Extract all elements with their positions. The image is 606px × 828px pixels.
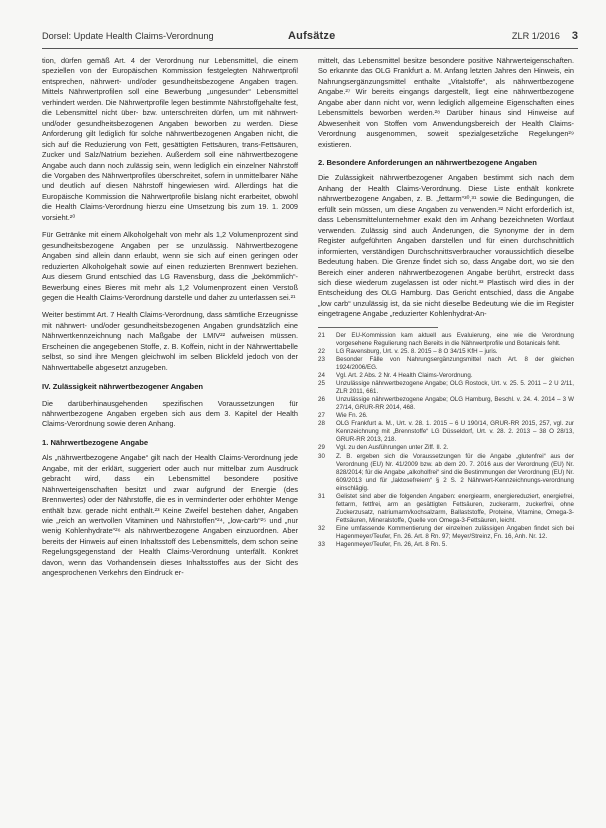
body-paragraph: Als „nährwertbezogene Angabe“ gilt nach der Health Claims-Verordnung jede Angabe, mit der erklärt, suggeriert oder auch nur mittelbar zum Ausdruck gebracht wird, dass ein Lebensmittel besondere positive Nährwerteigenschaften besitzt und zwar aufgrund der Energie (des Brennwertes) oder der Nährstoffe, die es in verminderter oder erhöhter Menge enthält bzw. gerade nicht enthält.²³ Keine Zweifel bestehen daher, Angaben wie „reich an wertvollen Vitaminen und Nährstoffen“²⁴, „low-carb“²⁵ und „nur wenig Kohlenhydrate“²⁶ als nährwertbezogene Angaben einzuordnen. Aber bereits der Hinweis auf einen Inhaltsstoff des Lebensmittels, dem schon seine Regelungsgegenstand der Health Claims-Verordnung unterfällt. Konkret davon, wenn das Vorhandensein dieses Inhaltsstoffes aus der Sicht des angesprochenen Verkehrs den Eindruck er- (42, 453, 298, 578)
subsection-heading: 1. Nährwertbezogene Angabe (42, 437, 149, 447)
footnote-text: Der EU-Kommission kam aktuell aus Evaluierung, eine wie die Verordnung vorgesehene Regulierung nach Bereits in die Nährwertprofile und Botanicals fehlt. (336, 331, 574, 347)
journal-issue-label: ZLR 1/2016 (511, 31, 560, 41)
footnote-number: 27 (318, 412, 325, 420)
header-rule (42, 48, 578, 49)
footnote-text: Vgl. zu den Ausführungen unter Ziff. II. 2. (336, 444, 449, 452)
body-paragraph: Weiter bestimmt Art. 7 Health Claims-Verordnung, dass sämtliche Erzeugnisse mit nährwert- und/oder gesundheitsbezogenen Angaben grundsätzlich eine Nährwertkennzeichnung nach Maßgabe der LMIV²² aufweisen müssen. Erscheinen die angegebenen Stoffe, z. B. Koffein, nicht in der Nährwerttabelle selbst, so sind ihre Mengen gleichwohl im selben Blickfeld jedoch von der Nährwerttabelle abgesetzt anzugeben. (42, 310, 298, 372)
footnote-number: 24 (318, 372, 325, 380)
page-number: 3 (571, 30, 578, 42)
footnote-number: 29 (318, 444, 325, 452)
body-paragraph: Die darüberhinausgehenden spezifischen Voraussetzungen für nährwertbezogene Angaben ergeben sich aus dem 3. Kapitel der Health Claims-Verordnung sowie deren Anhang. (42, 398, 298, 429)
footnote-number: 33 (318, 541, 325, 549)
footnote-number: 28 (318, 420, 325, 428)
footnote (318, 412, 574, 420)
footnote-text: Gelistet sind aber die folgenden Angaben: energiearm, energiereduziert, energiefrei, fettarm, fettfrei, arm an gesättigten Fettsäuren, zuckerarm, zuckerfrei, ohne Zuckerzusatz, natriumarm/kochsalzarm, Ballaststoffe, Proteine, Vitamine, Omega-3-Fettsäuren, Mineralstoffe, Quelle von Omega-3-Fettsäuren, leicht. (336, 492, 574, 524)
footnote-text: Hagenmeyer/Teufer, Fn. 26, Art. 8 Rn. 5. (336, 541, 448, 549)
footnote-text: Z. B. ergeben sich die Voraussetzungen für die Angabe „glutenfrei“ aus der Verordnung (EU) Nr. 41/2009 bzw. ab dem 20. 7. 2016 aus der Verordnung (EU) Nr. 828/2014; für die Angabe „alkoholfrei“ sind die Bestimmungen der Verordnung (EU) Nr. 609/2013 und für „laktosefreiem“ § 2 S. 2 Nährwert-Kennzeichnungs-verordnung einschlägig. (336, 452, 574, 492)
footnote-text: Wie Fn. 26. (336, 412, 368, 420)
footnote (318, 525, 574, 541)
footnote-text: Eine umfassende Kommentierung der einzelnen zulässigen Angaben findet sich bei Hagenmeyer/Teufer, Fn. 26. Art. 8 Rn. 97; Meyer/Streinz, Fn. 16, Anh. Nr. 12. (336, 524, 574, 540)
footnote-number: 21 (318, 331, 325, 339)
footnote (318, 380, 574, 396)
footnote (318, 453, 574, 493)
footnote (318, 332, 574, 348)
body-paragraph: Für Getränke mit einem Alkoholgehalt von mehr als 1,2 Volumenprozent sind gesundheitsbezogene Angaben per se unzulässig. Nährwertbezogene Angaben sind allein dann erlaubt, wenn sie sich auf einen geringen oder reduzierten Alkoholgehalt sowie auf einen reduzierten Brennwert beziehen. Aus diesem Grund entschied das LG Ravensburg, dass die „bekömmlich“-Bewerbung eines Bieres mit mehr als 1,2 Volumenprozent einen Verstoß gegen die Health Claims-Verordnung darstelle und daher zu unterlassen sei.²¹ (42, 230, 298, 302)
footnote-text: Vgl. Art. 2 Abs. 2 Nr. 4 Health Claims-Verordnung. (336, 372, 473, 380)
footnote-number: 30 (318, 452, 325, 460)
left-column (42, 56, 298, 586)
footnote (318, 356, 574, 372)
footnote (318, 348, 574, 356)
footnote-number: 23 (318, 355, 325, 363)
footnote (318, 444, 574, 452)
footnotes (318, 332, 574, 549)
footnote-text: LG Ravensburg, Urt. v. 25. 8. 2015 – 8 O 34/15 KfH – juris. (336, 347, 498, 355)
subsection-heading: 2. Besondere Anforderungen an nährwertbezogene Angaben (318, 158, 537, 168)
footnote-number: 25 (318, 380, 325, 388)
section-label: Aufsätze (288, 30, 336, 42)
footnote-number: 32 (318, 524, 325, 532)
footnote (318, 396, 574, 412)
footnote-number: 31 (318, 492, 325, 500)
footnote-text: OLG Frankfurt a. M., Urt. v. 28. 1. 2015 – 6 U 190/14, GRUR-RR 2015, 257, vgl. zur Kennzeichnung mit „Brennstoffe“ LG Düsseldorf, Urt. v. 28. 2. 2013 – 38 O 28/13, GRUR-RR 2013, 218. (336, 420, 574, 444)
footnote (318, 420, 574, 444)
footnote (318, 493, 574, 525)
journal-issue (512, 30, 578, 42)
footnote-text: Besonder Fälle von Nahrungsergänzungsmittel nach Art. 8 der gleichen 1924/2006/EG. (336, 355, 574, 372)
footnote-number: 26 (318, 396, 325, 404)
body-paragraph: Die Zulässigkeit nährwertbezogener Angaben bestimmt sich nach dem Anhang der Health Claims-Verordnung. Diese Liste enthält konkrete nährwertbezogene Angaben, z. B. „fettarm“³⁰,³¹ sowie die Bedingungen, die erfüllt sein müssen, um diese Angaben zu verwenden.³² Nicht erforderlich ist, dass Lebensmittelunternehmer exakt den im Anhang bezeichneten Wortlaut verwenden. Zulässig sind auch Änderungen, die Synonyme der in dem Register aufgeführten Angaben darstellen und für einen durchschnittlich informierten, verständigen Durchschnittsverbraucher voraussichtlich dieselbe Bedeutung haben. Die Grenze findet sich so, dass Angabe dort, wo sie den Bereich einer anderen nährwertbezogenen Angabe berührt, erstreckt dass sich diese wiederum zugelassen ist oder nicht.³³ Plastisch wird dies in der Entscheidung des OLG Hamburg. Das Gericht entschied, dass die Angabe „low carb“ unzulässig ist, da sie nicht dieselbe Bedeutung wie die im Register eingetragene Angabe „reduzierter Kohlenhydrat-An- (318, 173, 574, 319)
footnote (318, 372, 574, 380)
footnote-text: Unzulässige nährwertbezogene Angabe; OLG Hamburg, Beschl. v. 24. 4. 2014 – 3 W 27/14, GRUR-RR 2014, 468. (336, 396, 574, 412)
footnote-rule (318, 327, 438, 328)
right-column (318, 56, 574, 549)
running-head: Dorsel: Update Health Claims-Verordnung (42, 31, 214, 41)
footnote-text: Unzulässige nährwertbezogene Angabe; OLG Rostock, Urt. v. 25. 5. 2011 – 2 U 2/11, ZLR 2011, 661. (336, 380, 574, 396)
footnote-number: 22 (318, 347, 325, 355)
body-paragraph: tion, dürfen gemäß Art. 4 der Verordnung nur Lebensmittel, die einem speziellen von der Europäischen Kommission festgelegten Nährwertprofil entsprechen, nährwert- und/oder gesundheitsbezogene Angaben tragen. Mittels Nährwertprofilen soll eine Bewerbung „ungesunder“ Lebensmittel verhindert werden. Die Nährwertprofile legen bestimmte Nährstoffgehalte fest, die Lebensmittel nicht über- bzw. unterschreiten dürfen, um mit nährwert- und/oder gesundheitsbezogenen Angaben beworben zu werden. Diese Anforderung gilt lediglich für solche nährwertbezogenen Angaben nicht, die sich auf die Reduzierung von Fett, gesättigten Fettsäuren, trans-Fettsäuren, Zucker und Salz/Natrium beziehen. Außerdem soll eine nährwertbezogene Angabe auch dann noch zulässig sein, wenn lediglich ein einzelner Nährstoff die Vorgaben des Nährwertprofiles überschreitet, sofern in unmittelbarer Nähe und deutlich auf diesen Nährstoff hingewiesen wird. Allerdings hat die Europäische Kommission die Nährwertprofile bislang nicht erarbeitet, obwohl die Health Claims-Verordnung hierzu eine Umsetzung bis zum 19. 1. 2009 vorsieht.²⁰ (42, 56, 298, 222)
footnote (318, 541, 574, 549)
body-paragraph: mittelt, das Lebensmittel besitze besondere positive Nährwerteigenschaften. So erkannte das OLG Frankfurt a. M. Anfang letzten Jahres den Hinweis, ein Nahrungsergänzungsmittel enthalte „Vitalstoffe“, als nährwertbezogene Angabe.²⁷ Wir bereits eingangs dargestellt, liegt eine nährwertbezogene Angabe aber dann nicht vor, wenn lediglich allgemeine Eigenschaften eines Lebensmittels beworben werden.²⁸ Darüber hinaus sind Hinweise auf Abwesenheit von Stoffen vom Anwendungsbereich der Health Claims-Verordnung ausgenommen, soweit spezialgesetzliche Regelungen²⁹ existieren. (318, 56, 574, 149)
section-heading: IV. Zulässigkeit nährwertbezogener Angaben (42, 382, 204, 392)
page-header (42, 28, 578, 46)
